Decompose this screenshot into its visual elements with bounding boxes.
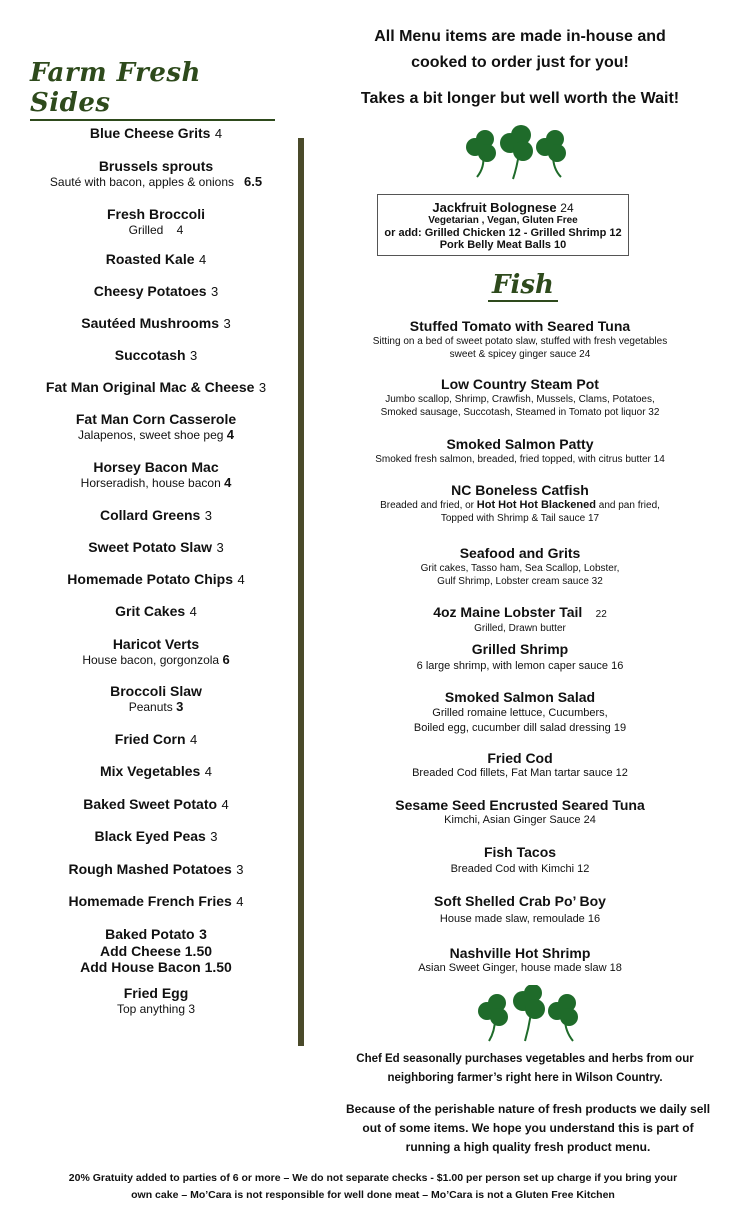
side-item xyxy=(20,251,292,268)
side-description: House bacon, gorgonzola 6 xyxy=(82,652,230,667)
fish-description: Sitting on a bed of sweet potato slaw, stuffed with fresh vegetables xyxy=(372,336,668,347)
side-description: Jalapenos, sweet shoe peg 4 xyxy=(77,427,234,442)
fish-item xyxy=(340,481,700,525)
fish-item xyxy=(340,944,700,975)
chef-note: Chef Ed seasonally purchases vegetables and herbs from our neighboring farmer’s right here in Wilson Country. xyxy=(356,1053,694,1084)
side-price: 3 xyxy=(199,926,207,942)
footer-policy: 20% Gratuity added to parties of 6 or more – We do not separate checks - $1.00 per person set up charge if you bring your own cake – Mo’Cara is not responsible for well done meat – Mo’Cara is not a Gluten Free Kitchen xyxy=(68,1172,678,1201)
fish-description: Grit cakes, Tasso ham, Sea Scallop, Lobster, xyxy=(420,563,620,574)
side-price: 3 xyxy=(190,348,198,363)
side-name: Sweet Potato Slaw xyxy=(88,539,212,555)
side-description: Top anything 3 xyxy=(116,1002,196,1016)
fish-name: Stuffed Tomato with Seared Tuna xyxy=(409,318,631,334)
fish-item xyxy=(340,749,700,780)
fish-name: NC Boneless Catfish xyxy=(451,482,589,498)
fish-item xyxy=(340,640,700,673)
jackfruit-name: Jackfruit Bolognese xyxy=(432,200,557,215)
side-name: Fried Corn xyxy=(114,731,186,747)
side-name: Homemade French Fries xyxy=(68,893,232,909)
side-name: Horsey Bacon Mac xyxy=(93,459,219,475)
side-price: 4 xyxy=(198,252,207,267)
fish-name: Fried Cod xyxy=(487,750,553,766)
fish-item xyxy=(340,892,700,926)
side-item xyxy=(20,411,292,443)
side-item xyxy=(20,731,292,748)
side-item xyxy=(20,861,292,878)
side-description: Grilled 4 xyxy=(128,223,184,237)
side-item xyxy=(20,571,292,588)
side-name: Mix Vegetables xyxy=(99,763,201,779)
fish-name: Grilled Shrimp xyxy=(471,641,569,657)
side-name: Baked Sweet Potato xyxy=(83,796,218,812)
side-price: 4 xyxy=(236,894,244,909)
fish-item xyxy=(340,435,700,466)
fish-description: 6 large shrimp, with lemon caper sauce 16 xyxy=(416,660,624,672)
side-name: Fresh Broccoli xyxy=(106,206,206,222)
shamrock-icon xyxy=(455,125,575,185)
side-item xyxy=(20,893,292,910)
side-name: Homemade Potato Chips xyxy=(67,571,233,587)
fish-description: Smoked sausage, Succotash, Steamed in Tomato pot liquor 32 xyxy=(380,407,660,418)
fish-description: Grilled, Drawn butter xyxy=(474,623,566,634)
jackfruit-price: 24 xyxy=(560,201,574,215)
side-item xyxy=(20,315,292,332)
side-name: Grit Cakes xyxy=(115,603,186,619)
side-price: 3 xyxy=(216,540,224,555)
intro-wait-note: Takes a bit longer but well worth the Wait! xyxy=(360,90,680,107)
side-item xyxy=(20,379,292,396)
side-name: Baked Potato xyxy=(105,926,195,942)
fish-description: House made slaw, remoulade 16 xyxy=(439,913,601,925)
side-description: Peanuts 3 xyxy=(128,699,184,714)
fish-name: Low Country Steam Pot xyxy=(441,376,599,392)
fish-name: Seafood and Grits xyxy=(459,545,581,561)
fish-item xyxy=(340,375,700,419)
side-description: Sauté with bacon, apples & onions 6.5 xyxy=(49,174,263,189)
side-item xyxy=(20,603,292,620)
fish-item xyxy=(340,843,700,876)
fish-item xyxy=(340,688,700,736)
side-price: 4 xyxy=(189,604,197,619)
fish-description: Kimchi, Asian Ginger Sauce 24 xyxy=(444,814,596,826)
side-item xyxy=(20,347,292,364)
column-divider xyxy=(298,138,304,1046)
fish-name: Sesame Seed Encrusted Seared Tuna xyxy=(395,797,645,813)
side-name: Rough Mashed Potatoes xyxy=(68,861,232,877)
fish-name: Nashville Hot Shrimp xyxy=(449,945,591,961)
fish-description: Breaded Cod fillets, Fat Man tartar sauce 12 xyxy=(412,767,628,779)
fish-price: 22 xyxy=(595,609,607,620)
side-name: Collard Greens xyxy=(99,507,201,523)
side-name: Sautéed Mushrooms xyxy=(81,315,219,331)
side-name: Fat Man Original Mac & Cheese xyxy=(45,379,255,395)
side-price: 3 xyxy=(258,380,267,395)
side-price: 3 xyxy=(223,316,231,331)
side-description: Horseradish, house bacon 4 xyxy=(80,475,232,490)
side-name: Roasted Kale xyxy=(105,251,195,267)
side-item xyxy=(20,539,292,556)
side-item xyxy=(20,985,292,1017)
side-price: 4 xyxy=(204,764,213,779)
fish-name: Smoked Salmon Patty xyxy=(446,436,594,452)
fish-section-title: Fish xyxy=(488,270,558,302)
side-price: 4 xyxy=(237,572,245,587)
fish-item xyxy=(340,603,700,635)
side-price: 3 xyxy=(204,508,213,523)
fish-description: Jumbo scallop, Shrimp, Crawfish, Mussels, Clams, Potatoes, xyxy=(385,394,655,405)
side-item xyxy=(20,507,292,524)
fish-name: 4oz Maine Lobster Tail xyxy=(433,604,583,620)
fish-name: Smoked Salmon Salad xyxy=(444,689,596,705)
side-price: 4 xyxy=(190,732,198,747)
side-item xyxy=(20,459,292,491)
fish-description: Boiled egg, cucumber dill salad dressing 19 xyxy=(413,722,627,734)
side-extra: Add Cheese 1.50 xyxy=(99,943,213,959)
side-item xyxy=(20,636,292,668)
jackfruit-meatballs: Pork Belly Meat Balls 10 xyxy=(439,239,567,251)
shamrock-icon xyxy=(465,985,585,1045)
side-name: Fat Man Corn Casserole xyxy=(75,411,237,427)
fish-item xyxy=(340,317,700,361)
jackfruit-diet-note: Vegetarian , Vegan, Gluten Free xyxy=(428,215,578,226)
fish-item xyxy=(340,796,700,827)
side-name: Broccoli Slaw xyxy=(110,683,202,699)
fish-item xyxy=(340,544,700,588)
fish-description: Grilled romaine lettuce, Cucumbers, xyxy=(432,707,608,719)
side-price: 4 xyxy=(221,797,229,812)
perishable-note: Because of the perishable nature of fresh products we daily sell out of some items. We hope you understand this is part of running a high quality fresh product menu. xyxy=(345,1102,711,1154)
side-item xyxy=(20,158,292,190)
fish-description: sweet & spicey ginger sauce 24 xyxy=(449,349,591,360)
side-item xyxy=(20,683,292,715)
side-name: Succotash xyxy=(114,347,186,363)
side-item xyxy=(20,796,292,813)
side-item xyxy=(20,763,292,780)
side-item xyxy=(20,828,292,845)
side-item xyxy=(20,206,292,238)
side-item xyxy=(20,125,292,142)
side-item xyxy=(20,283,292,300)
fish-description: Breaded and fried, or Hot Hot Hot Blackened and pan fried, xyxy=(380,499,660,511)
fish-description: Topped with Shrimp & Tail sauce 17 xyxy=(440,513,600,524)
fish-name: Fish Tacos xyxy=(483,844,557,860)
jackfruit-addons: or add: Grilled Chicken 12 - Grilled Shrimp 12 xyxy=(384,227,622,239)
fish-description: Smoked fresh salmon, breaded, fried topped, with citrus butter 14 xyxy=(375,454,665,465)
side-price: 3 xyxy=(210,829,218,844)
side-name: Fried Egg xyxy=(123,985,189,1001)
side-name: Haricot Verts xyxy=(112,636,200,652)
side-price: 3 xyxy=(236,862,244,877)
side-name: Blue Cheese Grits xyxy=(89,125,211,141)
fish-description: Gulf Shrimp, Lobster cream sauce 32 xyxy=(437,576,603,587)
intro-message: All Menu items are made in-house and cooked to order just for you! xyxy=(374,28,666,71)
side-price: 4 xyxy=(214,126,223,141)
side-name: Brussels sprouts xyxy=(98,158,214,174)
fish-description: Breaded Cod with Kimchi 12 xyxy=(450,863,590,875)
jackfruit-special-box xyxy=(377,194,629,256)
side-item xyxy=(20,926,292,975)
sides-section-title: Farm Fresh Sides xyxy=(30,58,275,121)
side-name: Black Eyed Peas xyxy=(94,828,206,844)
fish-description: Asian Sweet Ginger, house made slaw 18 xyxy=(418,962,622,974)
side-name: Cheesy Potatoes xyxy=(93,283,207,299)
side-price: 3 xyxy=(211,284,219,299)
fish-name: Soft Shelled Crab Po’ Boy xyxy=(434,893,606,909)
side-extra: Add House Bacon 1.50 xyxy=(80,959,232,975)
